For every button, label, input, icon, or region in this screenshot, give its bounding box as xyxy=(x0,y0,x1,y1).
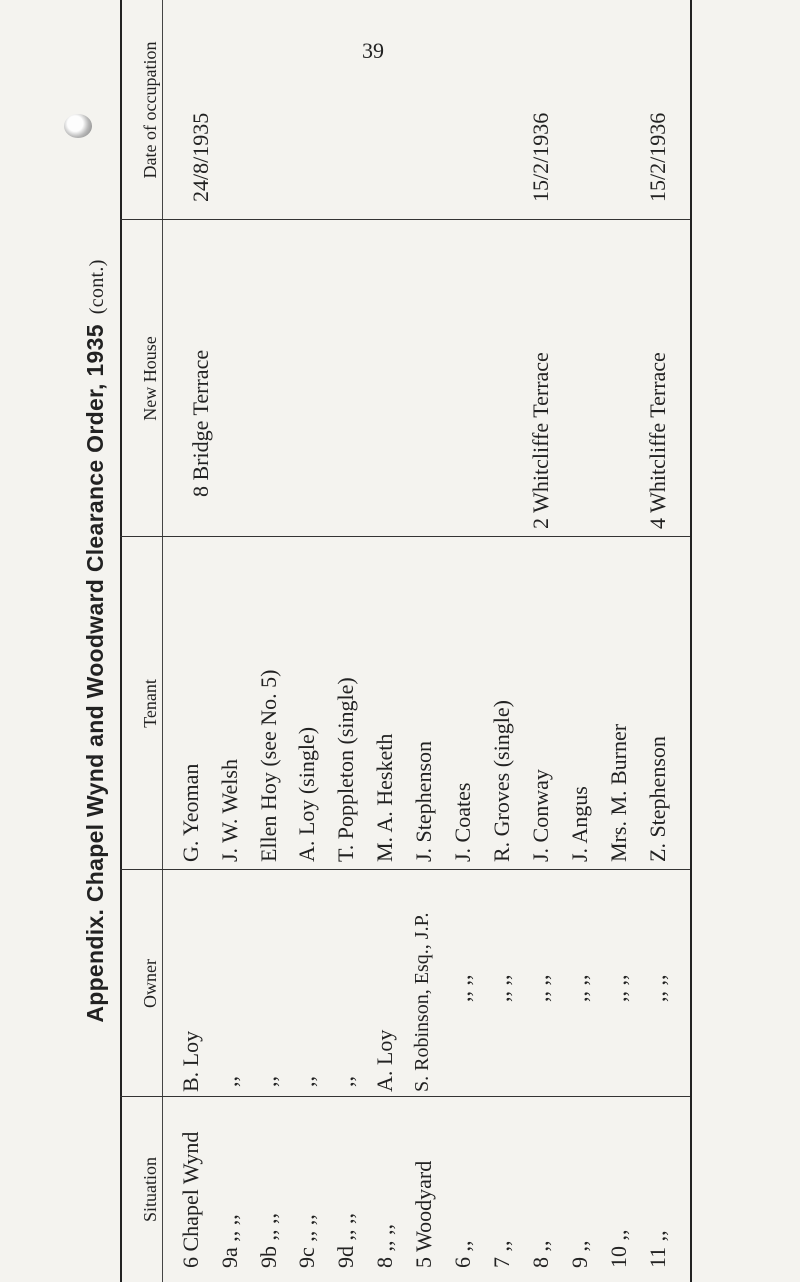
owner-cell: ,, ,, xyxy=(489,974,514,1002)
situation-cell: 7 ,, xyxy=(489,1240,514,1268)
tenant-cell: J. Conway xyxy=(528,769,553,862)
owner-cell: B. Loy xyxy=(178,1030,203,1092)
tenant-cell: M. A. Hesketh xyxy=(372,733,397,862)
title-main: Appendix. Chapel Wynd and Woodward Clearance Order, 1935 xyxy=(82,324,108,1023)
owner-cell: ,, xyxy=(333,1076,358,1087)
date-cell: 15/2/1936 xyxy=(645,112,670,202)
header-situation: Situation xyxy=(140,1157,160,1223)
header-rule xyxy=(162,0,163,1282)
tenant-cell: Z. Stephenson xyxy=(645,736,670,862)
situation-cell: 9d ,, ,, xyxy=(333,1213,358,1268)
owner-cell: ,, xyxy=(256,1076,281,1087)
situation-cell: 9a ,, ,, xyxy=(217,1214,242,1268)
owner-cell: ,, ,, xyxy=(450,974,475,1002)
header-date: Date of occupation xyxy=(140,41,160,179)
tenant-cell: J. W. Welsh xyxy=(217,759,242,862)
tenant-cell: Ellen Hoy (see No. 5) xyxy=(256,669,281,862)
situation-cell: 6 Chapel Wynd xyxy=(178,1131,203,1268)
col-divider-2 xyxy=(120,869,690,870)
owner-cell: A. Loy xyxy=(372,1029,397,1092)
date-cell: 15/2/1936 xyxy=(528,112,553,202)
tenant-cell: J. Angus xyxy=(567,786,592,862)
situation-cell: 9 ,, xyxy=(567,1240,592,1268)
tenant-cell: J. Stephenson xyxy=(411,741,436,862)
tenant-cell: J. Coates xyxy=(450,782,475,862)
tenant-cell: T. Poppleton (single) xyxy=(333,677,358,862)
header-tenant: Tenant xyxy=(140,679,160,728)
tenant-cell: R. Groves (single) xyxy=(489,700,514,862)
tenant-cell: Mrs. M. Burner xyxy=(606,723,631,862)
owner-cell: ,, ,, xyxy=(528,974,553,1002)
tenant-cell: A. Loy (single) xyxy=(294,726,319,862)
owner-cell: ,, ,, xyxy=(606,974,631,1002)
situation-cell: 5 Woodyard xyxy=(411,1160,436,1268)
owner-cell: ,, xyxy=(294,1076,319,1087)
col-divider-3 xyxy=(120,536,690,537)
page-number: 39 xyxy=(362,38,384,63)
col-divider-4 xyxy=(120,219,690,220)
header-new-house: New House xyxy=(140,336,160,421)
owner-cell: S. Robinson, Esq., J.P. xyxy=(411,912,433,1092)
owner-cell: ,, xyxy=(217,1076,242,1087)
page-title xyxy=(82,0,109,1282)
situation-cell: 10 ,, xyxy=(606,1229,631,1268)
header-owner: Owner xyxy=(140,959,160,1008)
new-house-cell: 2 Whitcliffe Terrace xyxy=(528,352,553,529)
situation-cell: 9b ,, ,, xyxy=(256,1213,281,1268)
title-cont: (cont.) xyxy=(86,259,108,315)
owner-cell: ,, ,, xyxy=(645,974,670,1002)
col-divider-1 xyxy=(120,1096,690,1097)
table-bottom-rule xyxy=(690,0,692,1282)
situation-cell: 8 ,, xyxy=(528,1240,553,1268)
situation-cell: 11 ,, xyxy=(645,1230,670,1268)
situation-cell: 9c ,, ,, xyxy=(294,1214,319,1268)
tenant-cell: G. Yeoman xyxy=(178,763,203,862)
new-house-cell: 4 Whitcliffe Terrace xyxy=(645,352,670,529)
owner-cell: ,, ,, xyxy=(567,974,592,1002)
date-cell: 24/8/1935 xyxy=(188,112,213,202)
table-top-rule xyxy=(120,0,122,1282)
situation-cell: 6 ,, xyxy=(450,1240,475,1268)
situation-cell: 8 ,, ,, xyxy=(372,1224,397,1268)
new-house-cell: 8 Bridge Terrace xyxy=(188,349,213,497)
